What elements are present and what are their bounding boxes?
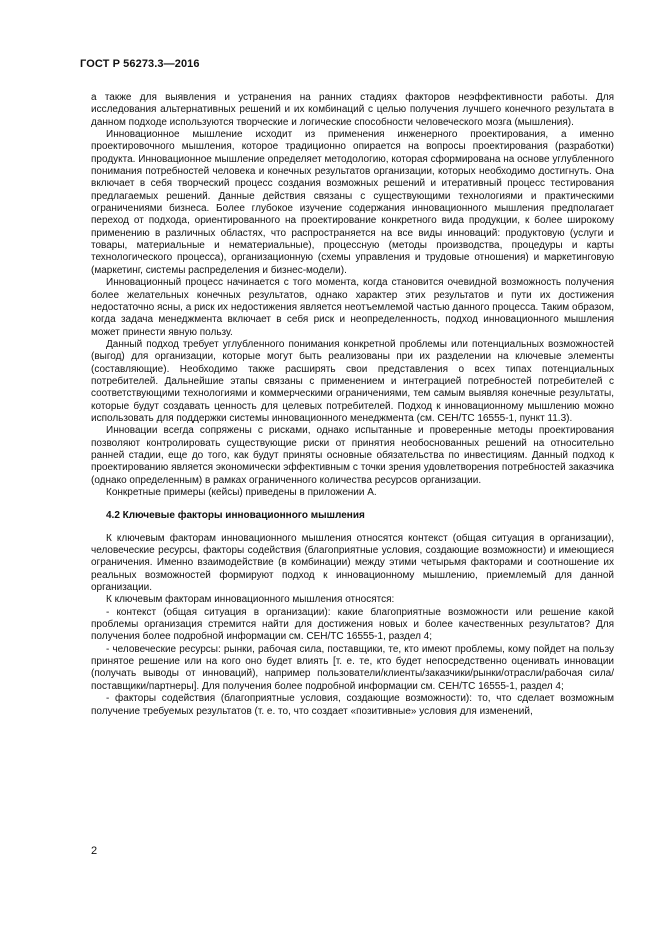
document-body bbox=[91, 92, 614, 718]
paragraph-list-intro: К ключевым факторам инновационного мышления относятся: bbox=[106, 594, 395, 606]
list-item-enablers: - факторы содействия (благоприятные условия, создающие возможности): то, что сделает возможным получение требуемых результатов (т. е. то, что создает «позитивные» условия для изменений, bbox=[91, 693, 614, 717]
paragraph-key-factors: К ключевым факторам инновационного мышления относятся контекст (общая ситуация в организации), человеческие ресурсы, факторы содействия (благоприятные условия, создающие возможности) и имеющиеся ограничения. Именно взаимодействие (в комбинации) между этими четырьмя факторами и соотношение их реальных возможностей формируют подход к инновационному мышлению, приемлемый для данной организации. bbox=[91, 532, 614, 594]
section-heading-4-2: 4.2 Ключевые факторы инновационного мышления bbox=[106, 510, 365, 522]
list-item-context: - контекст (общая ситуация в организации): какие благоприятные возможности или решение какой проблемы организация стремится найти для достижения новых и более качественных результатов? Для получения более подробной информации см. CEH/TC 16555-1, раздел 4; bbox=[91, 606, 614, 643]
paragraph-examples: Конкретные примеры (кейсы) приведены в приложении А. bbox=[106, 487, 377, 498]
paragraph-innovation-process: Инновационный процесс начинается с того момента, когда становится очевидной возможность получения более желательных конечных результатов, однако характер этих результатов и пути их достижения недостаточно ясны, а риск их недостижения является неотъемлемой частью данного процесса. Таким образом, когда задача менеджмента включает в себя риск и неопределенность, подход инновационного мышления может принести явную пользу. bbox=[91, 277, 614, 338]
page-number: 2 bbox=[91, 845, 98, 857]
paragraph-innovative-thinking: Инновационное мышление исходит из применения инженерного проектирования, а именно проектировочного мышления, которое традиционно опирается на вопросы проектирования (разработки) продукта. Инновационное мышление определяет методологию, которая сформирована на основе углубленного понимания потребностей человека и конечных результатов организации, которых необходимо достигнуть. Она включает в себя творческий процесс создания возможных решений и итеративный процесс тестирования предлагаемых решений. Данные действия связаны с существующими технологиями и практическими ограничениями бизнеса. Более глубокое изучение содержания инновационного мышления предполагает переход от подхода, ориентированного на проектирование конкретного вида продукции, к более широкому применению в различных областях, что распространяется на все виды инноваций: продуктовую (услуги и товары, материальные и нематериальные), процессную (методы производства, процедуры и карты технологического процесса), организационную (схемы управления и трудовые отношения) и маркетинговую (маркетинг, системы распределения и бизнес-модели). bbox=[91, 129, 614, 276]
paragraph-risks: Инновации всегда сопряжены с рисками, однако испытанные и проверенные методы проектирования позволяют контролировать существующие риски от принятия необоснованных решений на относительно ранней стадии, еще до того, как будут приняты основные обязательства по инвестициям. Данный подход к проектированию является экономически эффективным с точки зрения удовлетворения потребностей заказчика (однако определенным) в рамках ограниченного количества ресурсов организации. bbox=[91, 425, 614, 486]
paragraph-approach: Данный подход требует углубленного понимания конкретной проблемы или потенциальных возможностей (выгод) для организации, которые могут быть реализованы при их разделении на ключевые элементы (составляющие). Необходимо также расширять свои представления о всех типах потенциальных потребителей. Дальнейшие этапы связаны с применением и интеграцией потребностей потребителей с соответствующими технологиями и коммерческими ограничениями, тем самым выявляя конечные результаты, которые будут создавать ценность для целевых потребителей. Подход к инновационному мышлению можно использовать для поддержки системы инновационного менеджмента (см. CEH/TC 16555-1, пункт 11.3). bbox=[91, 338, 614, 424]
list-item-human-resources: - человеческие ресурсы: рынки, рабочая сила, поставщики, те, кто имеют проблемы, кому пойдет на пользу принятое решение или на кого оно будет влиять [т. е. те, кто будет непосредственно оценивать инновации (получать выводы от инноваций), например пользователи/клиенты/заказчики/рынки/отрасли/рабочая сила/поставщики/партнеры]. Для получения более подробной информации см. CEH/TC 16555-1, раздел 4; bbox=[91, 643, 614, 692]
document-header: ГОСТ Р 56273.3—2016 bbox=[80, 58, 200, 70]
paragraph-continuation: а также для выявления и устранения на ранних стадиях факторов неэффективности работы. Для исследования альтернативных решений и их комбинаций с целью получения лучшего конечного результата в данном подходе используются творческие и логические способности человеческого мозга (мышления). bbox=[91, 92, 614, 128]
